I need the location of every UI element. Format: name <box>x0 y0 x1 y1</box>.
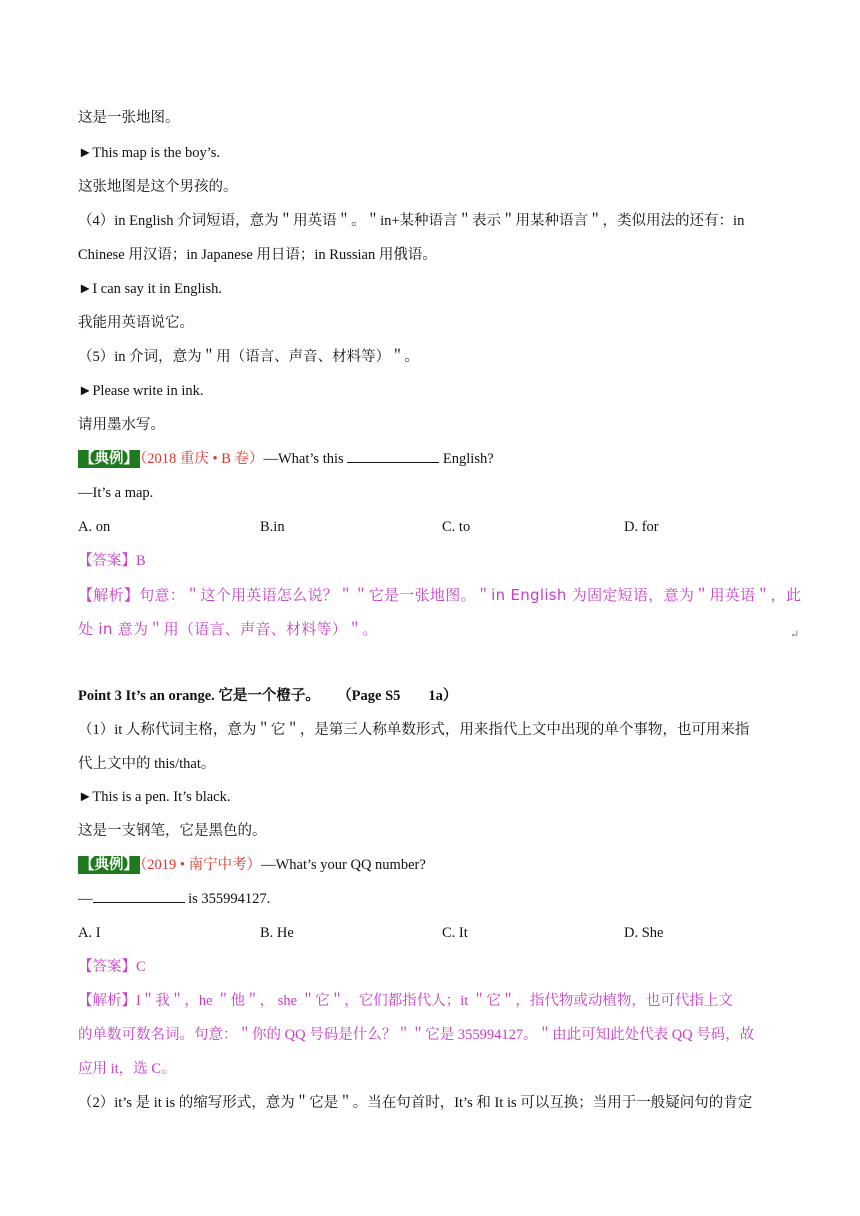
question-prefix: —What’s this <box>263 451 344 467</box>
example-question <box>78 449 788 469</box>
options-row <box>78 923 788 943</box>
example-source: （2019 • 南宁中考） <box>140 857 262 873</box>
options-row <box>78 517 788 537</box>
answer-prefix: — <box>78 891 93 907</box>
question-text: —What’s your QQ number? <box>261 857 426 873</box>
analysis-line: 【解析】句意：＂这个用英语怎么说？＂＂它是一张地图。＂in English 为固定短语，意为＂用英语＂，此 <box>78 586 802 604</box>
answer-key: 【答案】C <box>78 959 146 975</box>
text-line: 这是一支钢笔，它是黑色的。 <box>78 823 267 839</box>
option-c: C. to <box>442 519 471 535</box>
page-ref: （Page S5 <box>337 688 401 704</box>
explanation-line: Chinese 用汉语；in Japanese 用日语；in Russian 用俄语。 <box>78 247 437 263</box>
point-heading <box>78 686 788 706</box>
option-d: D. for <box>624 519 659 535</box>
answer-line: —It’s a map. <box>78 485 154 501</box>
example-tag: 【典例】 <box>80 451 138 467</box>
answer-key: 【答案】B <box>78 553 146 569</box>
text-line: 这张地图是这个男孩的。 <box>78 179 238 195</box>
answer-blank <box>93 889 185 903</box>
point-title: Point 3 It’s an orange. 它是一个橙子。 <box>78 688 320 704</box>
text-line: 这是一张地图。 <box>78 110 180 126</box>
answer-line <box>78 889 788 909</box>
option-a: A. I <box>78 925 101 941</box>
text-line: 我能用英语说它。 <box>78 315 194 331</box>
example-question <box>78 855 788 875</box>
analysis-line: 【解析】I＂我＂，he ＂他＂， she ＂它＂，它们都指代人；it ＂它＂，指代物或动植物，也可代指上文 <box>78 993 733 1009</box>
option-c: C. It <box>442 925 468 941</box>
example-sentence: ►This map is the boy’s. <box>78 145 221 161</box>
example-tag: 【典例】 <box>80 857 138 873</box>
text-line: 请用墨水写。 <box>78 417 165 433</box>
analysis-line: 应用 it，选 C。 <box>78 1061 176 1077</box>
option-a: A. on <box>78 519 111 535</box>
explanation-line: （1）it 人称代词主格，意为＂它＂，是第三人称单数形式，用来指代上文中出现的单个事物，也可用来指 <box>78 722 750 738</box>
example-source: （2018 重庆 • B 卷） <box>140 451 264 467</box>
example-sentence: ►I can say it in English. <box>78 281 223 297</box>
option-d: D. She <box>624 925 664 941</box>
paragraph-mark: ↵ <box>790 629 800 641</box>
example-sentence: ►This is a pen. It’s black. <box>78 789 231 805</box>
answer-blank <box>347 449 439 463</box>
explanation-line: 代上文中的 this/that。 <box>78 756 216 772</box>
example-sentence: ►Please write in ink. <box>78 383 204 399</box>
page-ref-section: 1a） <box>428 688 458 704</box>
explanation-line: （2）it’s 是 it is 的缩写形式，意为＂它是＂。当在句首时，It’s 和 It is 可以互换；当用于一般疑问句的肯定 <box>78 1095 753 1111</box>
answer-suffix: is 355994127. <box>188 891 271 907</box>
explanation-line: （4）in English 介词短语，意为＂用英语＂。＂in+某种语言＂表示＂用某种语言＂，类似用法的还有：in <box>78 213 745 229</box>
explanation-line: （5）in 介词，意为＂用（语言、声音、材料等）＂。 <box>78 349 420 365</box>
analysis-line: 处 in 意为＂用（语言、声音、材料等）＂。 <box>78 620 378 638</box>
question-suffix: English? <box>442 451 494 467</box>
option-b: B.in <box>260 519 285 535</box>
option-b: B. He <box>260 925 294 941</box>
analysis-line: 的单数可数名词。句意：＂你的 QQ 号码是什么？＂＂它是 355994127。＂由此可知此处代表 QQ 号码，故 <box>78 1027 755 1043</box>
